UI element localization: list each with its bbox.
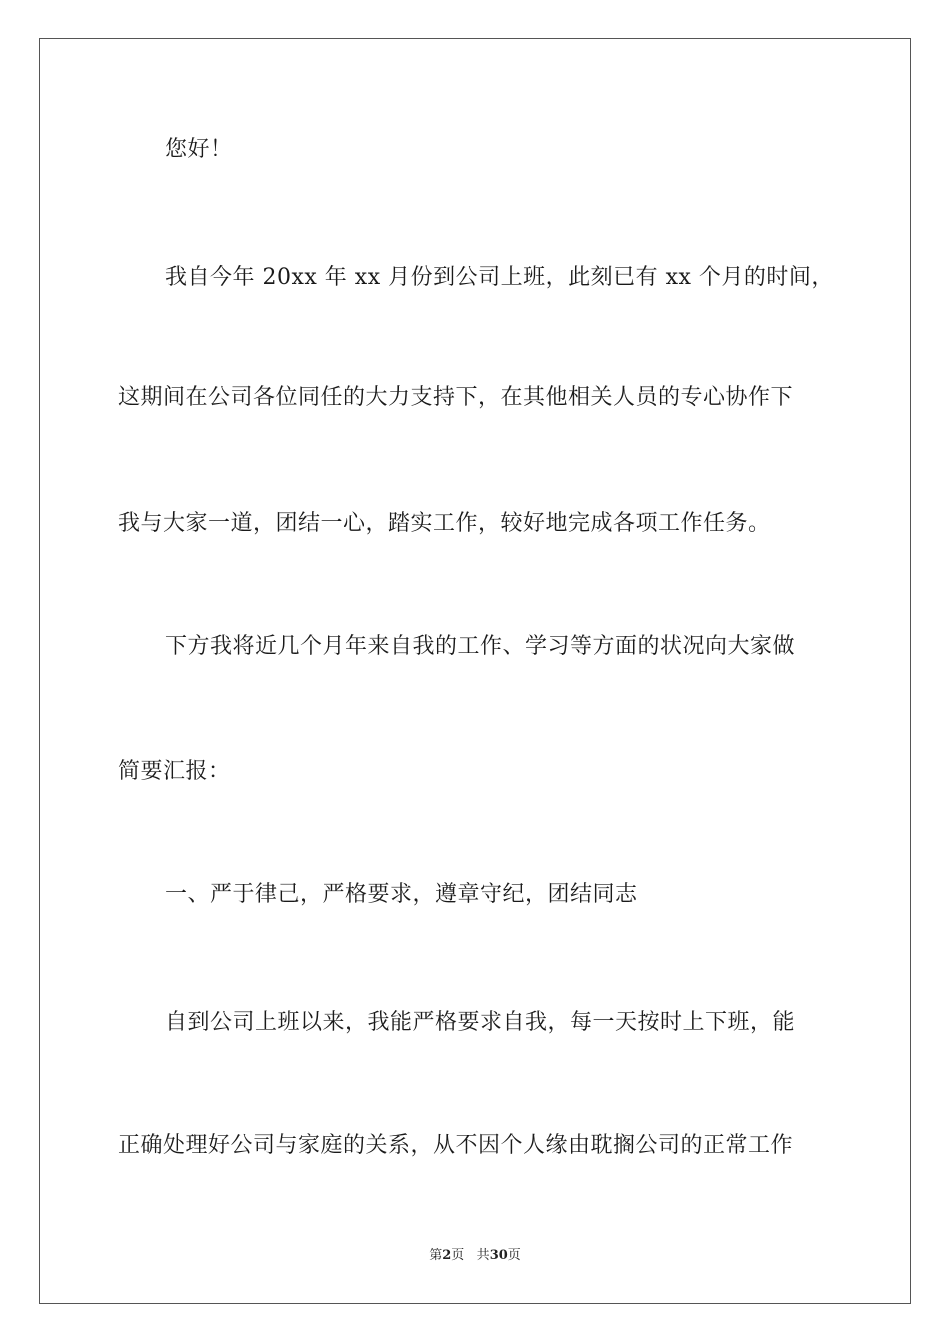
total-prefix: 共	[476, 1248, 490, 1263]
paragraph-line: 这期间在公司各位同任的大力支持下，在其他相关人员的专心协作下	[118, 385, 794, 410]
page-footer	[0, 1247, 950, 1265]
page-prefix: 第	[429, 1248, 443, 1263]
greeting-line: 您好！	[165, 137, 233, 162]
page-suffix: 页	[451, 1248, 465, 1263]
paragraph-line: 自到公司上班以来，我能严格要求自我，每一天按时上下班，能	[165, 1010, 796, 1035]
current-page-number: 2	[442, 1248, 452, 1263]
page-frame	[39, 38, 911, 1304]
total-page-number: 30	[489, 1248, 508, 1263]
paragraph-line: 简要汇报：	[118, 759, 231, 784]
paragraph-line: 我自今年 20xx 年 xx 月份到公司上班，此刻已有 xx 个月的时间，	[165, 265, 834, 290]
paragraph-line: 下方我将近几个月年来自我的工作、学习等方面的状况向大家做	[165, 634, 796, 659]
section-heading: 一、严于律己，严格要求，遵章守纪，团结同志	[165, 882, 638, 907]
paragraph-line: 我与大家一道，团结一心，踏实工作，较好地完成各项工作任务。	[118, 511, 771, 536]
total-suffix: 页	[507, 1248, 521, 1263]
paragraph-line: 正确处理好公司与家庭的关系，从不因个人缘由耽搁公司的正常工作	[118, 1133, 794, 1158]
